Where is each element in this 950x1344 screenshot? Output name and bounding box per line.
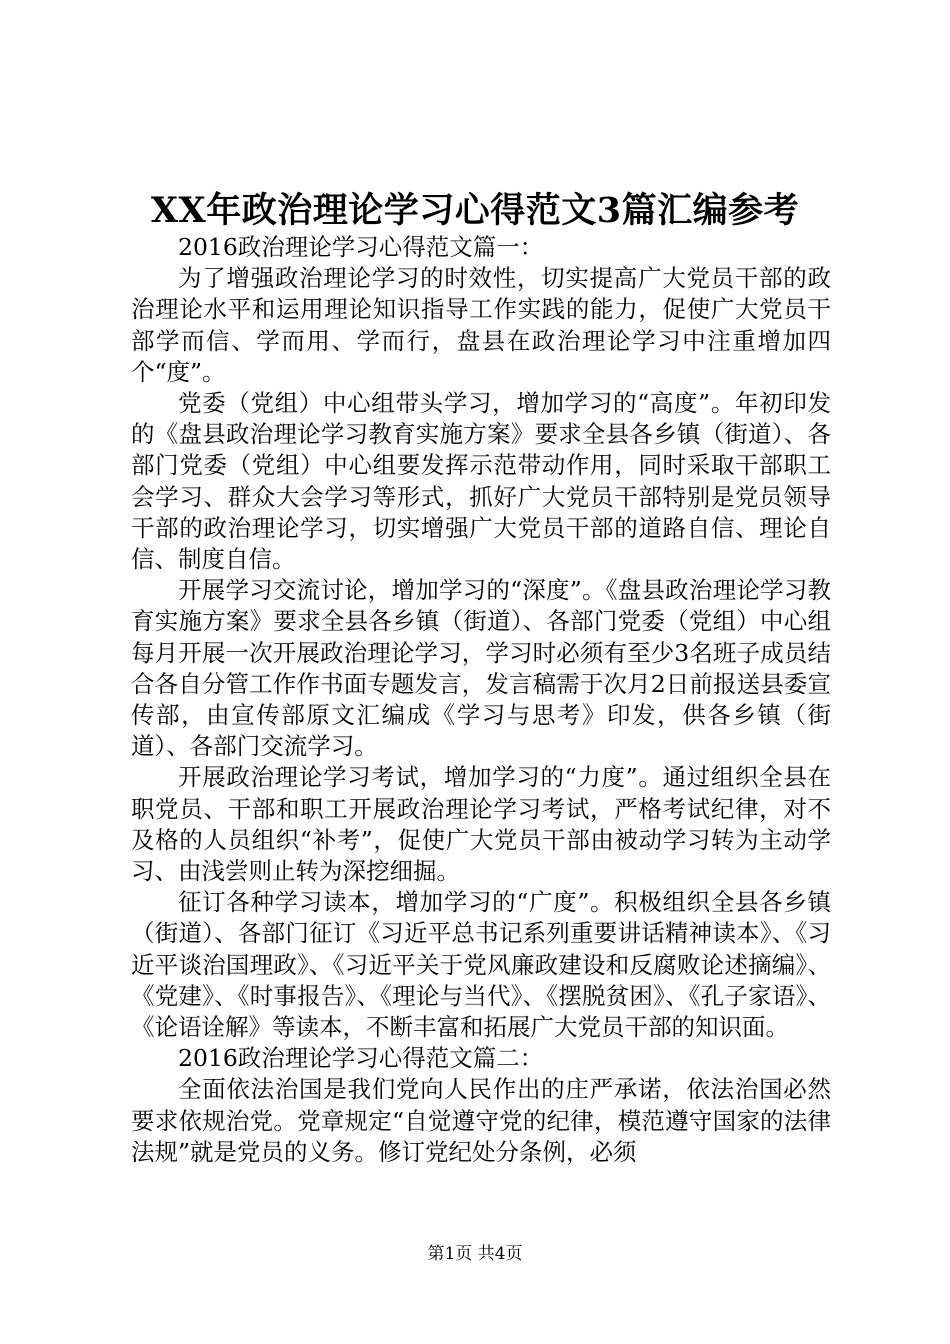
body-paragraph: 为了增强政治理论学习的时效性，切实提高广大党员干部的政治理论水平和运用理论知识指导工作实践的能力，促使广大党员干部学而信、学而用、学而行，盘县在政治理论学习中注重增加四个“度”。	[131, 264, 831, 386]
body-paragraph: 全面依法治国是我们党向人民作出的庄严承诺，依法治国必然要求依规治党。党章规定“自觉遵守党的纪律，模范遵守国家的法律法规”就是党员的义务。修订党纪处分条例，必须	[131, 1075, 831, 1166]
document-title: XX年政治理论学习心得范文3篇汇编参考	[150, 190, 800, 231]
section-heading-2: 2016政治理论学习心得范文篇二：	[178, 1044, 544, 1073]
section-heading-1: 2016政治理论学习心得范文篇一：	[178, 233, 544, 261]
body-paragraph: 党委（党组）中心组带头学习，增加学习的“高度”。年初印发的《盘县政治理论学习教育实施方案》要求全县各乡镇（街道）、各部门党委（党组）中心组要发挥示范带动作用，同时采取干部职工会学习、群众大会学习等形式，抓好广大党员干部特别是党员领导干部的政治理论学习，切实增强广大党员干部的道路自信、理论自信、制度自信。	[131, 389, 831, 574]
document-body	[131, 232, 831, 1168]
page-number-footer: 第1页 共4页	[427, 1244, 523, 1264]
body-paragraph: 开展学习交流讨论，增加学习的“深度”。《盘县政治理论学习教育实施方案》要求全县各乡镇（街道）、各部门党委（党组）中心组每月开展一次开展政治理论学习，学习时必须有至少3名班子成员结合各自分管工作作书面专题发言，发言稿需于次月2日前报送县委宣传部，由宣传部原文汇编成《学习与思考》印发，供各乡镇（街道）、各部门交流学习。	[131, 576, 831, 761]
body-paragraph: 征订各种学习读本，增加学习的“广度”。积极组织全县各乡镇（街道）、各部门征订《习近平总书记系列重要讲话精神读本》、《习近平谈治国理政》、《习近平关于党风廉政建设和反腐败论述摘编》、《党建》、《时事报告》、《理论与当代》、《摆脱贫困》、《孔子家语》、《论语诠解》等读本，不断丰富和拓展广大党员干部的知识面。	[131, 888, 831, 1042]
body-paragraph: 开展政治理论学习考试，增加学习的“力度”。通过组织全县在职党员、干部和职工开展政治理论学习考试，严格考试纪律，对不及格的人员组织“补考”，促使广大党员干部由被动学习转为主动学习、由浅尝则止转为深挖细掘。	[131, 763, 831, 886]
